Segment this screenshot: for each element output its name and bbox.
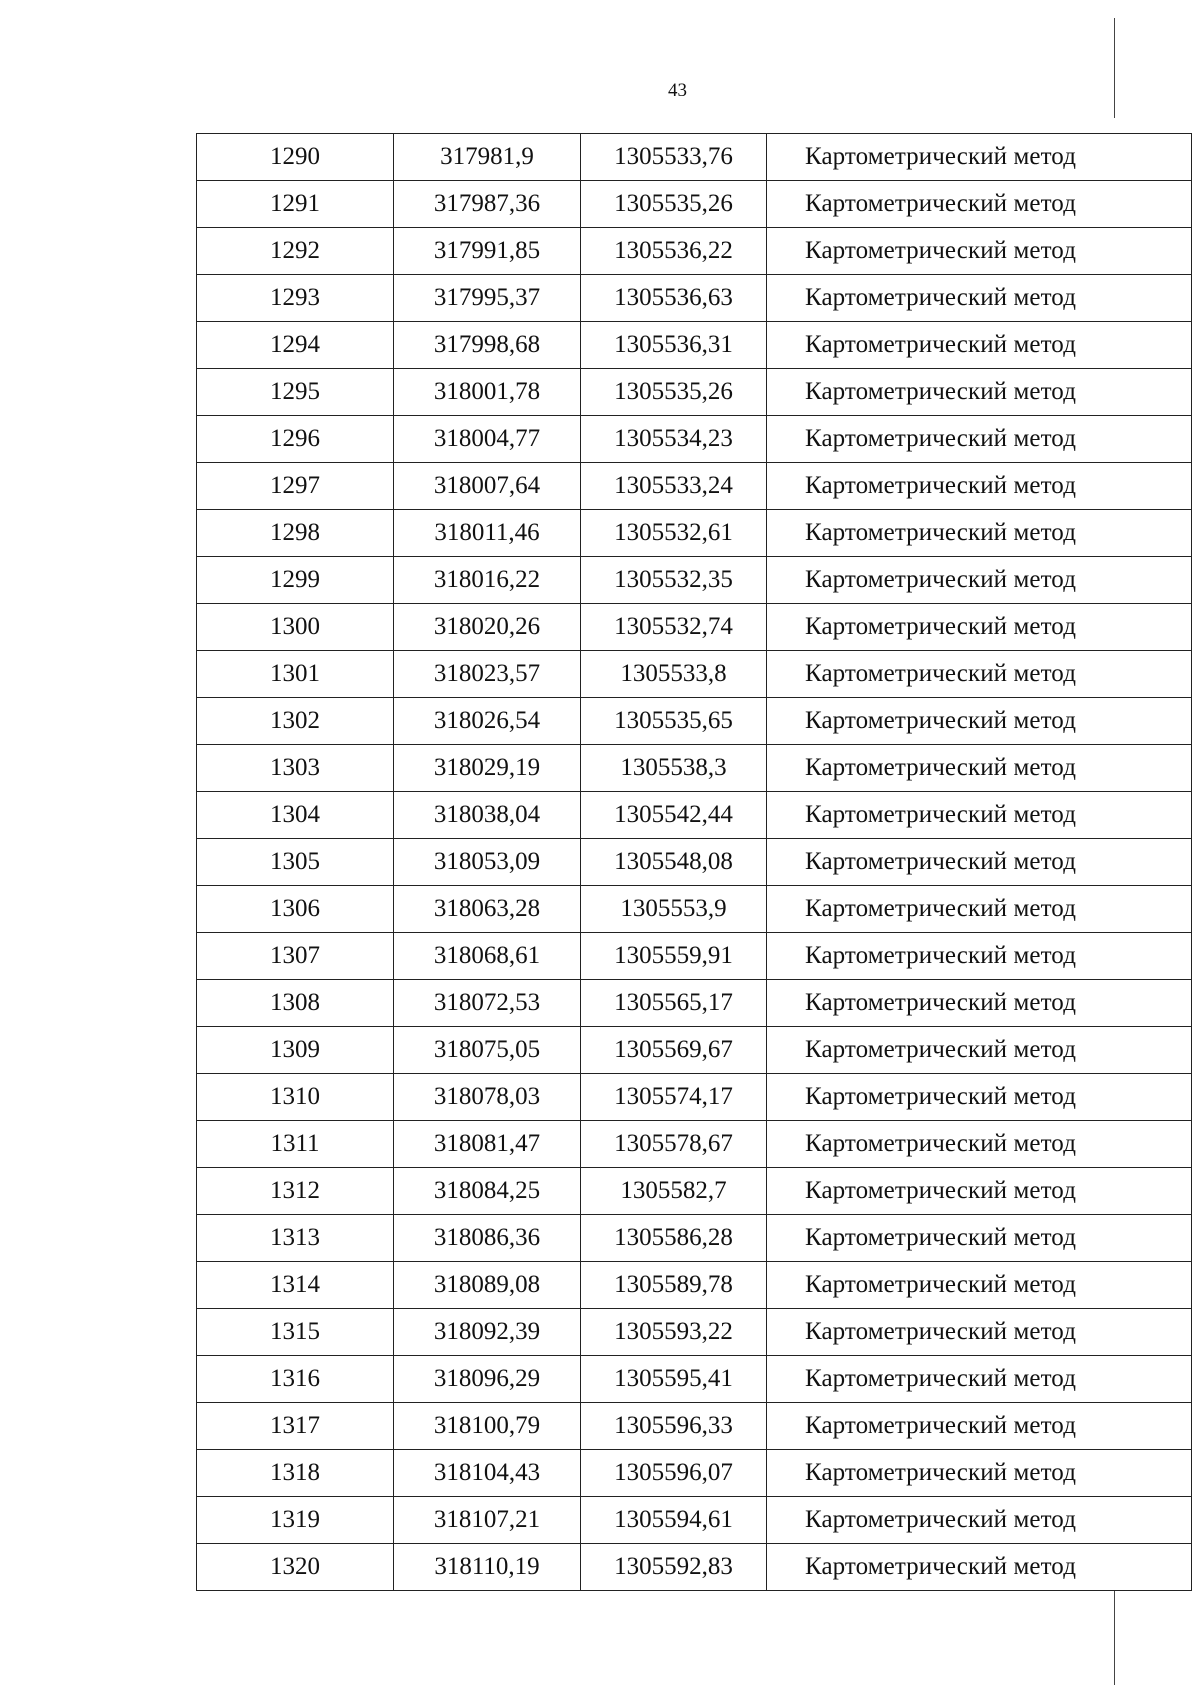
point-number-cell: 1292 <box>197 228 394 275</box>
table-row <box>197 604 1192 651</box>
x-coordinate-cell: 318038,04 <box>394 792 581 839</box>
method-cell: Картометрический метод <box>767 322 1192 369</box>
point-number-cell: 1317 <box>197 1403 394 1450</box>
y-coordinate-cell: 1305594,61 <box>581 1497 767 1544</box>
method-cell: Картометрический метод <box>767 416 1192 463</box>
x-coordinate-cell: 318001,78 <box>394 369 581 416</box>
point-number-cell: 1305 <box>197 839 394 886</box>
table-row <box>197 651 1192 698</box>
x-coordinate-cell: 318011,46 <box>394 510 581 557</box>
x-coordinate-cell: 318089,08 <box>394 1262 581 1309</box>
table-row <box>197 698 1192 745</box>
scan-artifact-line-top <box>1114 18 1115 118</box>
x-coordinate-cell: 318053,09 <box>394 839 581 886</box>
table-row <box>197 1544 1192 1591</box>
table-row <box>197 1309 1192 1356</box>
y-coordinate-cell: 1305596,07 <box>581 1450 767 1497</box>
page-number-text: 43 <box>668 80 687 101</box>
table-row <box>197 1403 1192 1450</box>
y-coordinate-cell: 1305596,33 <box>581 1403 767 1450</box>
method-cell: Картометрический метод <box>767 1309 1192 1356</box>
point-number-cell: 1307 <box>197 933 394 980</box>
y-coordinate-cell: 1305536,63 <box>581 275 767 322</box>
method-cell: Картометрический метод <box>767 839 1192 886</box>
point-number-cell: 1290 <box>197 134 394 181</box>
x-coordinate-cell: 318023,57 <box>394 651 581 698</box>
x-coordinate-cell: 318007,64 <box>394 463 581 510</box>
point-number-cell: 1314 <box>197 1262 394 1309</box>
method-cell: Картометрический метод <box>767 1027 1192 1074</box>
method-cell: Картометрический метод <box>767 1262 1192 1309</box>
y-coordinate-cell: 1305533,76 <box>581 134 767 181</box>
x-coordinate-cell: 317981,9 <box>394 134 581 181</box>
y-coordinate-cell: 1305592,83 <box>581 1544 767 1591</box>
method-cell: Картометрический метод <box>767 604 1192 651</box>
point-number-cell: 1315 <box>197 1309 394 1356</box>
method-cell: Картометрический метод <box>767 792 1192 839</box>
table-row <box>197 134 1192 181</box>
table-row <box>197 839 1192 886</box>
point-number-cell: 1294 <box>197 322 394 369</box>
table-row <box>197 1262 1192 1309</box>
point-number-cell: 1295 <box>197 369 394 416</box>
table-row <box>197 463 1192 510</box>
point-number-cell: 1291 <box>197 181 394 228</box>
x-coordinate-cell: 318092,39 <box>394 1309 581 1356</box>
scan-artifact-line-bottom <box>1114 1590 1115 1685</box>
method-cell: Картометрический метод <box>767 1450 1192 1497</box>
table-row <box>197 369 1192 416</box>
y-coordinate-cell: 1305532,61 <box>581 510 767 557</box>
y-coordinate-cell: 1305532,74 <box>581 604 767 651</box>
method-cell: Картометрический метод <box>767 1356 1192 1403</box>
page-number <box>0 80 1200 102</box>
point-number-cell: 1318 <box>197 1450 394 1497</box>
y-coordinate-cell: 1305593,22 <box>581 1309 767 1356</box>
x-coordinate-cell: 318004,77 <box>394 416 581 463</box>
point-number-cell: 1306 <box>197 886 394 933</box>
table-row <box>197 181 1192 228</box>
y-coordinate-cell: 1305535,26 <box>581 181 767 228</box>
method-cell: Картометрический метод <box>767 933 1192 980</box>
coordinates-table <box>196 133 1192 1591</box>
x-coordinate-cell: 318104,43 <box>394 1450 581 1497</box>
table-row <box>197 1450 1192 1497</box>
y-coordinate-cell: 1305535,26 <box>581 369 767 416</box>
y-coordinate-cell: 1305589,78 <box>581 1262 767 1309</box>
method-cell: Картометрический метод <box>767 886 1192 933</box>
method-cell: Картометрический метод <box>767 228 1192 275</box>
method-cell: Картометрический метод <box>767 1403 1192 1450</box>
point-number-cell: 1313 <box>197 1215 394 1262</box>
table-row <box>197 1027 1192 1074</box>
table-row <box>197 1074 1192 1121</box>
x-coordinate-cell: 318100,79 <box>394 1403 581 1450</box>
x-coordinate-cell: 317998,68 <box>394 322 581 369</box>
x-coordinate-cell: 318084,25 <box>394 1168 581 1215</box>
point-number-cell: 1310 <box>197 1074 394 1121</box>
x-coordinate-cell: 318107,21 <box>394 1497 581 1544</box>
point-number-cell: 1302 <box>197 698 394 745</box>
point-number-cell: 1316 <box>197 1356 394 1403</box>
y-coordinate-cell: 1305553,9 <box>581 886 767 933</box>
point-number-cell: 1309 <box>197 1027 394 1074</box>
y-coordinate-cell: 1305595,41 <box>581 1356 767 1403</box>
table-row <box>197 275 1192 322</box>
method-cell: Картометрический метод <box>767 1074 1192 1121</box>
table-row <box>197 1121 1192 1168</box>
point-number-cell: 1298 <box>197 510 394 557</box>
x-coordinate-cell: 318096,29 <box>394 1356 581 1403</box>
point-number-cell: 1300 <box>197 604 394 651</box>
method-cell: Картометрический метод <box>767 463 1192 510</box>
table-row <box>197 557 1192 604</box>
point-number-cell: 1312 <box>197 1168 394 1215</box>
point-number-cell: 1304 <box>197 792 394 839</box>
coordinates-table-body <box>197 134 1192 1591</box>
x-coordinate-cell: 318068,61 <box>394 933 581 980</box>
y-coordinate-cell: 1305569,67 <box>581 1027 767 1074</box>
y-coordinate-cell: 1305532,35 <box>581 557 767 604</box>
x-coordinate-cell: 318016,22 <box>394 557 581 604</box>
y-coordinate-cell: 1305535,65 <box>581 698 767 745</box>
x-coordinate-cell: 318081,47 <box>394 1121 581 1168</box>
table-row <box>197 510 1192 557</box>
point-number-cell: 1319 <box>197 1497 394 1544</box>
method-cell: Картометрический метод <box>767 181 1192 228</box>
y-coordinate-cell: 1305533,24 <box>581 463 767 510</box>
x-coordinate-cell: 317987,36 <box>394 181 581 228</box>
method-cell: Картометрический метод <box>767 1168 1192 1215</box>
method-cell: Картометрический метод <box>767 369 1192 416</box>
y-coordinate-cell: 1305533,8 <box>581 651 767 698</box>
method-cell: Картометрический метод <box>767 698 1192 745</box>
method-cell: Картометрический метод <box>767 1497 1192 1544</box>
y-coordinate-cell: 1305559,91 <box>581 933 767 980</box>
y-coordinate-cell: 1305565,17 <box>581 980 767 1027</box>
x-coordinate-cell: 318110,19 <box>394 1544 581 1591</box>
method-cell: Картометрический метод <box>767 651 1192 698</box>
method-cell: Картометрический метод <box>767 1121 1192 1168</box>
table-row <box>197 1356 1192 1403</box>
method-cell: Картометрический метод <box>767 980 1192 1027</box>
point-number-cell: 1320 <box>197 1544 394 1591</box>
method-cell: Картометрический метод <box>767 557 1192 604</box>
method-cell: Картометрический метод <box>767 1215 1192 1262</box>
table-row <box>197 886 1192 933</box>
point-number-cell: 1293 <box>197 275 394 322</box>
table-row <box>197 322 1192 369</box>
table-row <box>197 980 1192 1027</box>
y-coordinate-cell: 1305586,28 <box>581 1215 767 1262</box>
x-coordinate-cell: 317995,37 <box>394 275 581 322</box>
point-number-cell: 1299 <box>197 557 394 604</box>
method-cell: Картометрический метод <box>767 510 1192 557</box>
x-coordinate-cell: 318072,53 <box>394 980 581 1027</box>
y-coordinate-cell: 1305548,08 <box>581 839 767 886</box>
y-coordinate-cell: 1305578,67 <box>581 1121 767 1168</box>
table-row <box>197 416 1192 463</box>
x-coordinate-cell: 318078,03 <box>394 1074 581 1121</box>
x-coordinate-cell: 318063,28 <box>394 886 581 933</box>
y-coordinate-cell: 1305538,3 <box>581 745 767 792</box>
table-row <box>197 933 1192 980</box>
point-number-cell: 1296 <box>197 416 394 463</box>
method-cell: Картометрический метод <box>767 745 1192 792</box>
point-number-cell: 1297 <box>197 463 394 510</box>
method-cell: Картометрический метод <box>767 1544 1192 1591</box>
x-coordinate-cell: 318086,36 <box>394 1215 581 1262</box>
y-coordinate-cell: 1305542,44 <box>581 792 767 839</box>
table-row <box>197 792 1192 839</box>
y-coordinate-cell: 1305574,17 <box>581 1074 767 1121</box>
y-coordinate-cell: 1305536,22 <box>581 228 767 275</box>
x-coordinate-cell: 318075,05 <box>394 1027 581 1074</box>
method-cell: Картометрический метод <box>767 134 1192 181</box>
table-row <box>197 745 1192 792</box>
point-number-cell: 1308 <box>197 980 394 1027</box>
method-cell: Картометрический метод <box>767 275 1192 322</box>
x-coordinate-cell: 317991,85 <box>394 228 581 275</box>
y-coordinate-cell: 1305534,23 <box>581 416 767 463</box>
table-row <box>197 1497 1192 1544</box>
x-coordinate-cell: 318020,26 <box>394 604 581 651</box>
table-row <box>197 228 1192 275</box>
x-coordinate-cell: 318029,19 <box>394 745 581 792</box>
table-row <box>197 1215 1192 1262</box>
y-coordinate-cell: 1305582,7 <box>581 1168 767 1215</box>
table-row <box>197 1168 1192 1215</box>
point-number-cell: 1311 <box>197 1121 394 1168</box>
point-number-cell: 1303 <box>197 745 394 792</box>
y-coordinate-cell: 1305536,31 <box>581 322 767 369</box>
x-coordinate-cell: 318026,54 <box>394 698 581 745</box>
point-number-cell: 1301 <box>197 651 394 698</box>
